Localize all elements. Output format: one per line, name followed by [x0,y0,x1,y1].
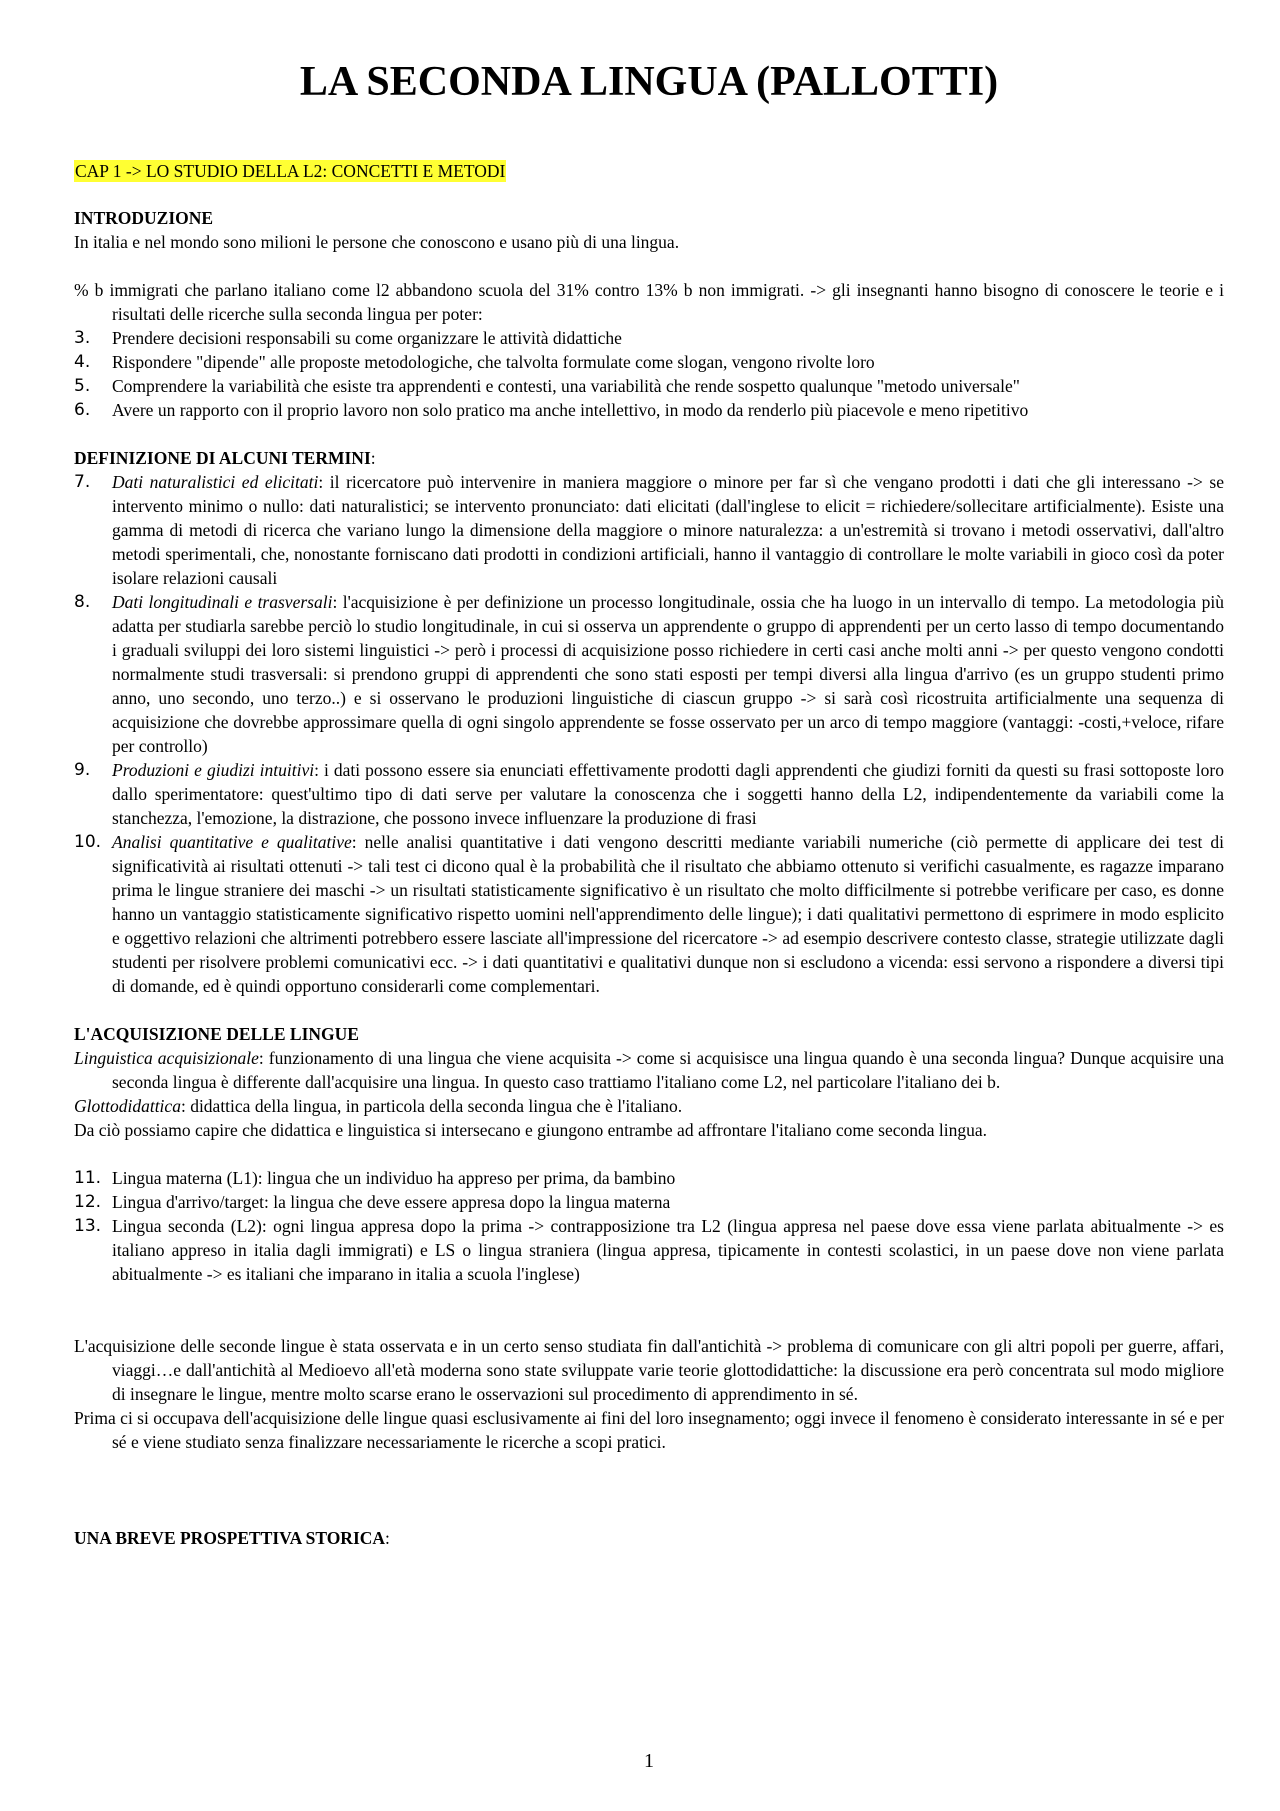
list-item: 13. Lingua seconda (L2): ogni lingua appresa dopo la prima -> contrapposizione tra L2 (lingua appresa nel paese dove essa viene parlata abitualmente -> es italiano appreso in italia dagli immigrati) e LS o lingua straniera (lingua appresa, tipicamente in contesti scolastici, in un paese dove non viene parlata abitualmente -> es italiani che imparano in italia a scuola l'inglese) [74,1216,1224,1284]
list-item: 11. Lingua materna (L1): lingua che un individuo ha appreso per prima, da bambino [74,1168,676,1188]
document-title: LA SECONDA LINGUA (PALLOTTI) [299,59,999,105]
lingue-list [74,1166,1224,1286]
page-number: 1 [644,1750,654,1772]
intro-list [74,326,1224,422]
section-heading-introduzione: INTRODUZIONE [74,208,214,228]
document-body [74,206,1224,1550]
intro-paragraph: In italia e nel mondo sono milioni le persone che conoscono e usano più di una lingua. [74,232,680,252]
list-item: 4. Rispondere "dipende" alle proposte metodologiche, che talvolta formulate come slogan, vengono rivolte loro [74,352,875,372]
paragraph-glottodidattica: Glottodidattica: didattica della lingua, in particola della seconda lingua che è l'italiano. [74,1096,683,1116]
list-item: 6. Avere un rapporto con il proprio lavoro non solo pratico ma anche intellettivo, in modo da renderlo più piacevole e meno ripetitivo [74,400,1029,420]
paragraph-antichita: L'acquisizione delle seconde lingue è stata osservata e in un certo senso studiata fin dall'antichità -> problema di comunicare con gli altri popoli per guerre, affari, viaggi…e dall'antichità al Medioevo all'età moderna sono state sviluppate varie teorie glottodidattiche: la discussione era però concentrata sul modo migliore di insegnare le lingue, mentre molto scarse erano le osservazioni sul procedimento di apprendimento in sé. [74,1336,1224,1404]
section-heading-definizione: DEFINIZIONE DI ALCUNI TERMINI: [74,448,376,468]
paragraph-intersezione: Da ciò possiamo capire che didattica e linguistica si intersecano e giungono entrambe ad affrontare l'italiano come seconda lingua. [74,1120,987,1140]
intro-paragraph-immigrati: % b immigrati che parlano italiano come l2 abbandono scuola del 31% contro 13% b non immigrati. -> gli insegnanti hanno bisogno di conoscere le teorie e i risultati delle ricerche sulla seconda lingua per poter: [74,280,1224,324]
list-item: 5. Comprendere la variabilità che esiste tra apprendenti e contesti, una variabilità che rende sospetto qualunque "metodo universale" [74,376,1020,396]
paragraph-oggi: Prima ci si occupava dell'acquisizione delle lingue quasi esclusivamente ai fini del loro insegnamento; oggi invece il fenomeno è considerato interessante in sé e per sé e viene studiato senza finalizzare necessariamente le ricerche a scopi pratici. [74,1408,1225,1452]
paragraph-linguistica-acquisizionale: Linguistica acquisizionale: funzionamento di una lingua che viene acquisita -> come si acquisisce una lingua quando è una seconda lingua? Dunque acquisire una seconda lingua è differente dall'acquisire una lingua. In questo caso trattiamo l'italiano come L2, nel particolare l'italiano dei b. [74,1048,1224,1092]
list-item: 3. Prendere decisioni responsabili su come organizzare le attività didattiche [74,328,622,348]
section-heading-storia: UNA BREVE PROSPETTIVA STORICA: [74,1528,390,1548]
list-item: 8. Dati longitudinali e trasversali: l'acquisizione è per definizione un processo longitudinale, ossia che ha luogo in un intervallo di tempo. La metodologia più adatta per studiarla sarebbe perciò lo studio longitudinale, in cui si osserva un apprendente o gruppo di apprendenti per un certo lasso di tempo documentando i graduali sviluppi dei loro sistemi linguistici -> però i processi di acquisizione posso richiedere in certi casi anche molti anni -> per questo vengono condotti normalmente studi trasversali: si prendono gruppi di apprendenti che sono stati esposti per tempi diversi alla lingua d'arrivo (es un gruppo studenti primo anno, uno secondo, uno terzo..) e si osservano le produzioni linguistiche di ciascun gruppo -> si sarà così ricostruita artificialmente una sequenza di acquisizione che dovrebbe approssimare quella di ogni singolo apprendente se fosse osservato per un arco di tempo maggiore (vantaggi: -costi,+veloce, rifare per controllo) [74,592,1224,756]
list-item: 9. Produzioni e giudizi intuitivi: i dati possono essere sia enunciati effettivamente prodotti dagli apprendenti che giudizi forniti da questi su frasi sottoposte loro dallo sperimentatore: quest'ultimo tipo di dati serve per valutare la conoscenza che i soggetti hanno della L2, indipendentemente da variabili come la stanchezza, l'emozione, la distrazione, che possono invece influenzare la produzione di frasi [74,760,1224,828]
chapter-heading-highlight: CAP 1 -> LO STUDIO DELLA L2: CONCETTI E METODI [75,161,506,181]
definitions-list [74,470,1224,998]
section-heading-acquisizione: L'ACQUISIZIONE DELLE LINGUE [74,1024,359,1044]
list-item: 12. Lingua d'arrivo/target: la lingua che deve essere appresa dopo la lingua materna [74,1192,671,1212]
list-item: 7. Dati naturalistici ed elicitati: il ricercatore può intervenire in maniera maggiore o minore per far sì che vengano prodotti i dati che gli interessano -> se intervento minimo o nullo: dati naturalistici; se intervento pronunciato: dati elicitati (dall'inglese to elicit = richiedere/sollecitare artificialmente). Esiste una gamma di metodi di ricerca che variano lungo la dimensione della maggiore o minore naturalezza: a un'estremità si trovano i metodi osservativi, dall'altro metodi sperimentali, che, nonostante forniscano dati prodotti in condizioni artificiali, hanno il vantaggio di controllare le molte variabili in gioco così da poter isolare relazioni causali [74,472,1224,588]
list-item: 10. Analisi quantitative e qualitative: nelle analisi quantitative i dati vengono descritti mediante variabili numeriche (ciò permette di applicare dei test di significatività ai risultati ottenuti -> tali test ci dicono qual è la probabilità che il risultato che abbiamo ottenuto si verifichi casualmente, es ragazze imparano prima le lingue straniere dei maschi -> un risultati statisticamente significativo è un risultato che molto difficilmente si potrebbe verificare per caso, es donne hanno un vantaggio statisticamente significativo rispetto uomini nell'apprendimento delle lingue); i dati qualitativi permettono di esprimere in modo esplicito e oggettivo relazioni che altrimenti potrebbero essere lasciate all'impressione del ricercatore -> ad esempio descrivere contesto classe, strategie utilizzate dagli studenti per risolvere problemi comunicativi ecc. -> i dati quantitativi e qualitativi dunque non si escludono a vicenda: essi servono a rispondere a diversi tipi di domande, ed è quindi opportuno considerarli come complementari. [74,832,1224,996]
